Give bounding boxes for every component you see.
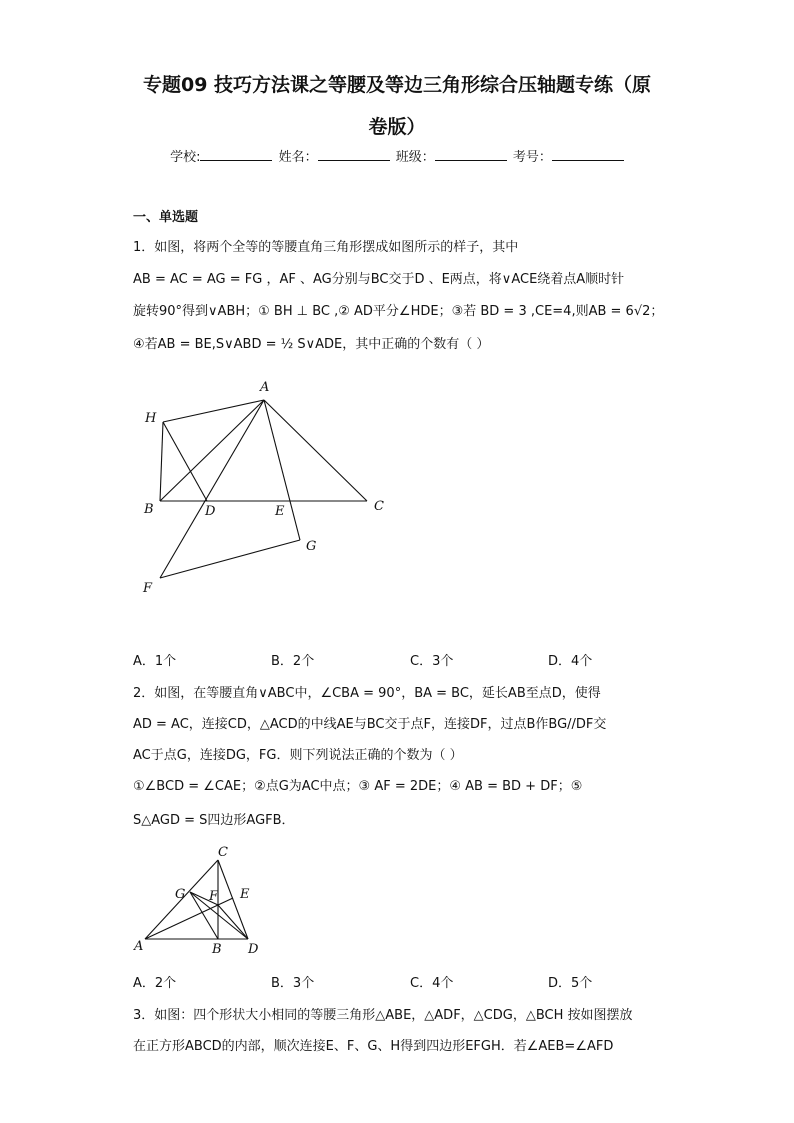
exam-number-label: 考号： [512,150,552,165]
point-label: F [143,581,153,596]
point-label: E [240,887,250,902]
name-label: 姓名： [278,150,318,165]
point-label: H [145,411,157,426]
section-title: 一、单选题 [133,210,199,225]
q1-option-a[interactable]: A．1个 [133,654,177,669]
q1-option-b[interactable]: B．2个 [271,654,315,669]
segment-AF [160,400,264,578]
segment-FG [160,540,300,578]
q1-option-c[interactable]: C．3个 [410,654,454,669]
q2-line-5: S△AGD = S四边形AGFB． [133,813,295,828]
point-label: E [275,504,285,519]
q1-option-d[interactable]: D．4个 [548,654,593,669]
q2-option-d[interactable]: D．5个 [548,976,593,991]
segment-AC [264,400,367,501]
point-label: A [134,939,144,954]
segment-HB [160,422,163,501]
segment-AE [145,898,233,939]
q2-option-b[interactable]: B．3个 [271,976,315,991]
point-label: C [218,845,228,860]
school-label: 学校: [170,150,201,165]
q3-line-2: 在正方形ABCD的内部，顺次连接E、F、G、H得到四边形EFGH．若∠AEB=∠AFD [133,1039,614,1054]
q2-line-2: AD = AC，连接CD，△ACD的中线AE与BC交于点F，连接DF，过点B作BG//DF交 [133,717,607,732]
q1-line-1: 1．如图，将两个全等的等腰直角三角形摆成如图所示的样子，其中 [133,240,519,255]
class-blank[interactable] [435,148,507,161]
q2-option-c[interactable]: C．4个 [410,976,454,991]
point-label: D [248,942,259,957]
class-label: 班级： [395,150,435,165]
q1-line-2: AB = AC = AG = FG ，AF 、AG分别与BC交于D 、E两点，将∨ACE绕着点A顺时针 [133,272,625,287]
q2-line-4: ①∠BCD = ∠CAE；②点G为AC中点；③ AF = 2DE；④ AB = BD + DF；⑤ [133,779,583,794]
segment-DF [218,905,248,939]
page-title-line-2: 卷版） [368,116,426,138]
q2-option-a[interactable]: A．2个 [133,976,177,991]
point-label: C [374,499,384,514]
point-label: A [260,380,270,395]
segment-AH [163,400,264,422]
exam-number-blank[interactable] [552,148,624,161]
point-label: B [144,502,154,517]
student-info-line [0,146,794,165]
school-blank[interactable] [200,148,272,161]
name-blank[interactable] [318,148,390,161]
q2-figure [130,840,280,960]
q2-line-3: AC于点G，连接DG，FG．则下列说法正确的个数为（ ） [133,748,463,763]
page-title-line-1: 专题09 技巧方法课之等腰及等边三角形综合压轴题专练（原 [142,74,652,96]
point-label: B [212,942,222,957]
q1-figure [130,370,400,600]
q3-line-1: 3．如图：四个形状大小相同的等腰三角形△ABE，△ADF，△CDG，△BCH 按如图摆放 [133,1008,633,1023]
q1-line-3: 旋转90°得到∨ABH；① BH ⊥ BC ,② AD平分∠HDE；③若 BD = 3 ,CE=4,则AB = 6√2； [133,304,664,319]
segment-AG [264,400,300,540]
point-label: D [205,504,216,519]
q2-line-1: 2．如图，在等腰直角∨ABC中，∠CBA = 90°，BA = BC，延长AB至点D，使得 [133,686,601,701]
point-label: F [209,889,219,904]
point-label: G [175,887,186,902]
point-label: G [306,539,317,554]
segment-AB [160,400,264,501]
q1-line-4: ④若AB = BE,S∨ABD = ½ S∨ADE，其中正确的个数有（ ） [133,337,490,352]
